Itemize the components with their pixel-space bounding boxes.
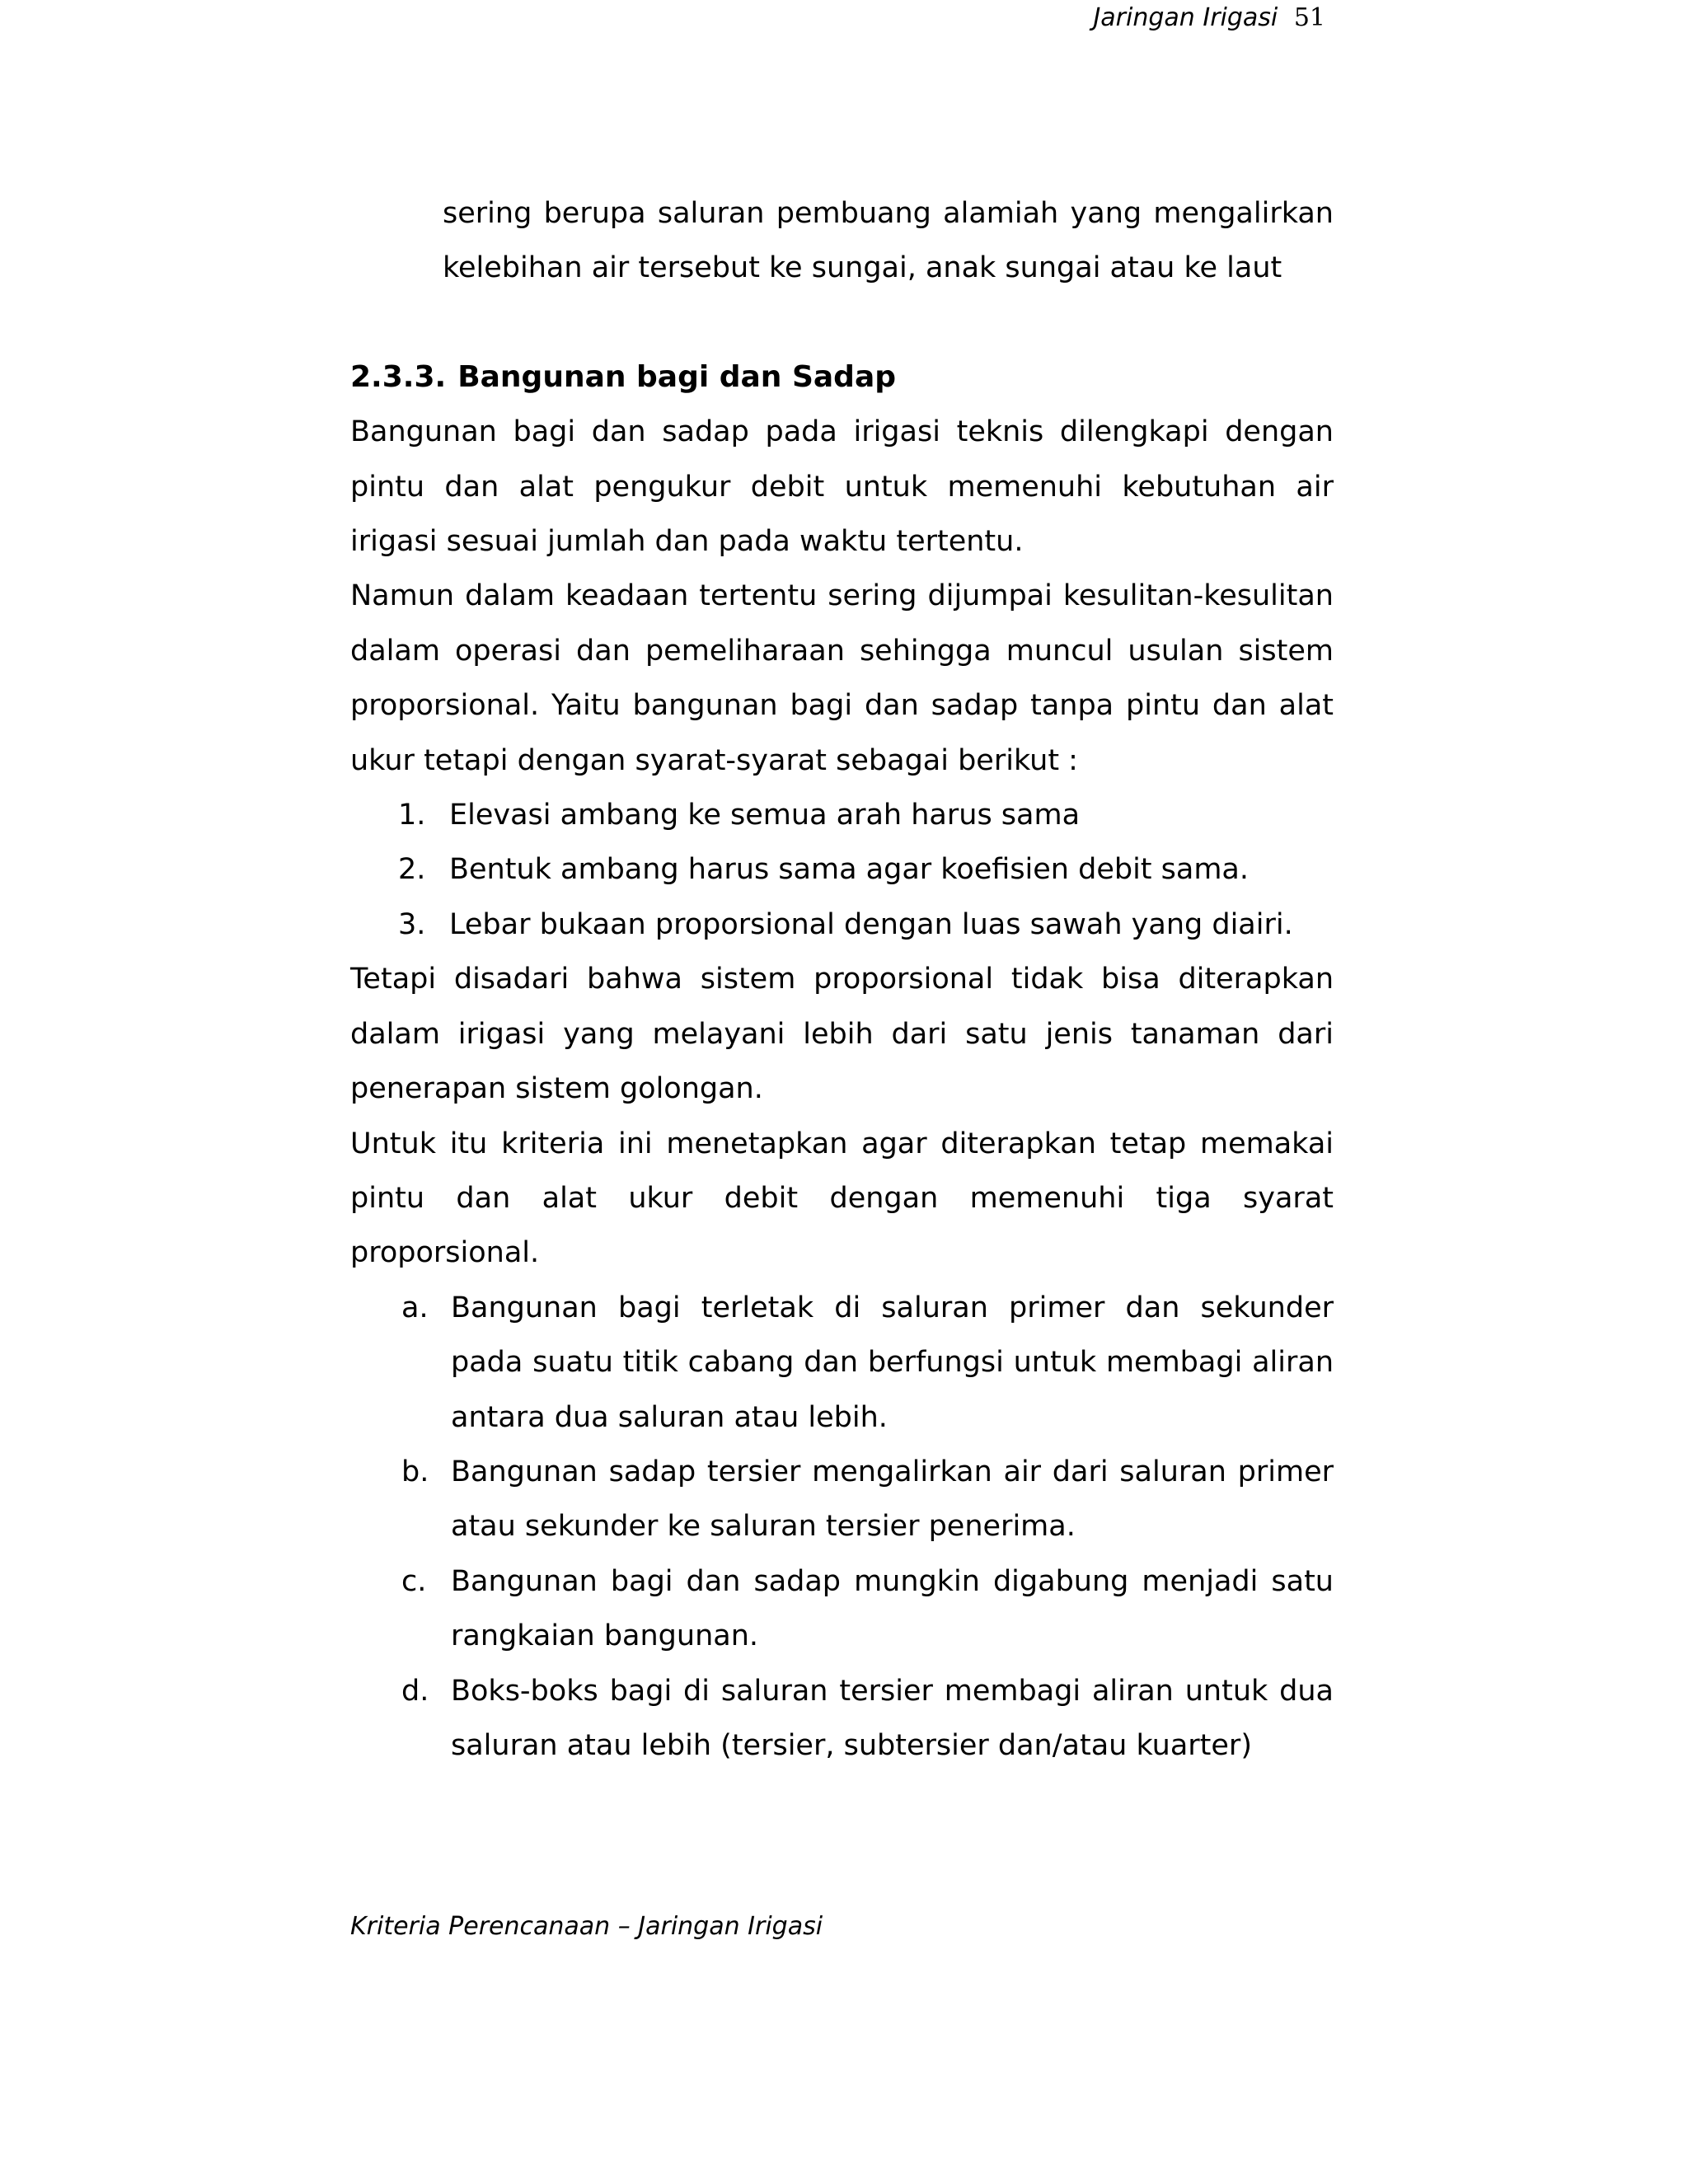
list-item bbox=[350, 1554, 1334, 1664]
section-number: 2.3.3. bbox=[350, 359, 447, 394]
list-item bbox=[350, 842, 1334, 897]
paragraph: Bangunan bagi dan sadap pada irigasi teknis dilengkapi dengan pintu dan alat pengukur debit untuk memenuhi kebutuhan air irigasi sesuai jumlah dan pada waktu tertentu. bbox=[350, 415, 1334, 559]
list-item-text: Bangunan bagi dan sadap mungkin digabung menjadi satu rangkaian bangunan. bbox=[451, 1564, 1334, 1653]
numbered-list bbox=[350, 788, 1334, 952]
list-item bbox=[350, 1664, 1334, 1774]
paragraph: Namun dalam keadaan tertentu sering dijumpai kesulitan-kesulitan dalam operasi dan pemeliharaan sehingga muncul usulan sistem proporsional. Yaitu bangunan bagi dan sadap tanpa pintu dan alat ukur tetapi dengan syarat-syarat sebagai berikut : bbox=[350, 579, 1334, 777]
paragraph: Untuk itu kriteria ini menetapkan agar diterapkan tetap memakai pintu dan alat ukur debit dengan memenuhi tiga syarat proporsional. bbox=[350, 1127, 1334, 1270]
list-marker: 1. bbox=[398, 799, 426, 832]
page-footer: Kriteria Perencanaan – Jaringan Irigasi bbox=[350, 1912, 823, 1941]
list-item-text: Bangunan bagi terletak di saluran primer dan sekunder pada suatu titik cabang dan berfungsi untuk membagi aliran antara dua saluran atau lebih. bbox=[451, 1291, 1334, 1434]
list-item bbox=[350, 1281, 1334, 1445]
paragraph: Tetapi disadari bahwa sistem proporsional tidak bisa diterapkan dalam irigasi yang melayani lebih dari satu jenis tanaman dari penerapan sistem golongan. bbox=[350, 963, 1334, 1106]
list-marker: b. bbox=[401, 1455, 429, 1488]
list-item-text: Elevasi ambang ke semua arah harus sama bbox=[449, 799, 1081, 832]
document-body bbox=[350, 186, 1334, 1773]
list-marker: c. bbox=[401, 1564, 427, 1598]
list-marker: a. bbox=[401, 1291, 429, 1324]
list-item bbox=[350, 788, 1334, 842]
page-number: 51 bbox=[1293, 3, 1325, 32]
list-marker: d. bbox=[401, 1674, 429, 1708]
section-title: Bangunan bagi dan Sadap bbox=[457, 359, 897, 394]
section-heading bbox=[350, 350, 1334, 405]
continued-paragraph: sering berupa saluran pembuang alamiah yang mengalirkan kelebihan air tersebut ke sungai, anak sungai atau ke laut bbox=[443, 197, 1334, 285]
lettered-list bbox=[350, 1281, 1334, 1774]
header-title: Jaringan Irigasi bbox=[1093, 3, 1278, 32]
list-marker: 3. bbox=[398, 907, 426, 941]
list-item-text: Bentuk ambang harus sama agar koefisien debit sama. bbox=[449, 853, 1250, 887]
list-item-text: Bangunan sadap tersier mengalirkan air dari saluran primer atau sekunder ke saluran tersier penerima. bbox=[451, 1455, 1334, 1544]
list-item bbox=[350, 1445, 1334, 1554]
list-marker: 2. bbox=[398, 853, 426, 887]
list-item-text: Lebar bukaan proporsional dengan luas sawah yang diairi. bbox=[449, 907, 1293, 941]
page-header bbox=[1093, 2, 1325, 35]
list-item-text: Boks-boks bagi di saluran tersier membagi aliran untuk dua saluran atau lebih (tersier, subtersier dan/atau kuarter) bbox=[451, 1674, 1334, 1762]
list-item bbox=[350, 898, 1334, 952]
